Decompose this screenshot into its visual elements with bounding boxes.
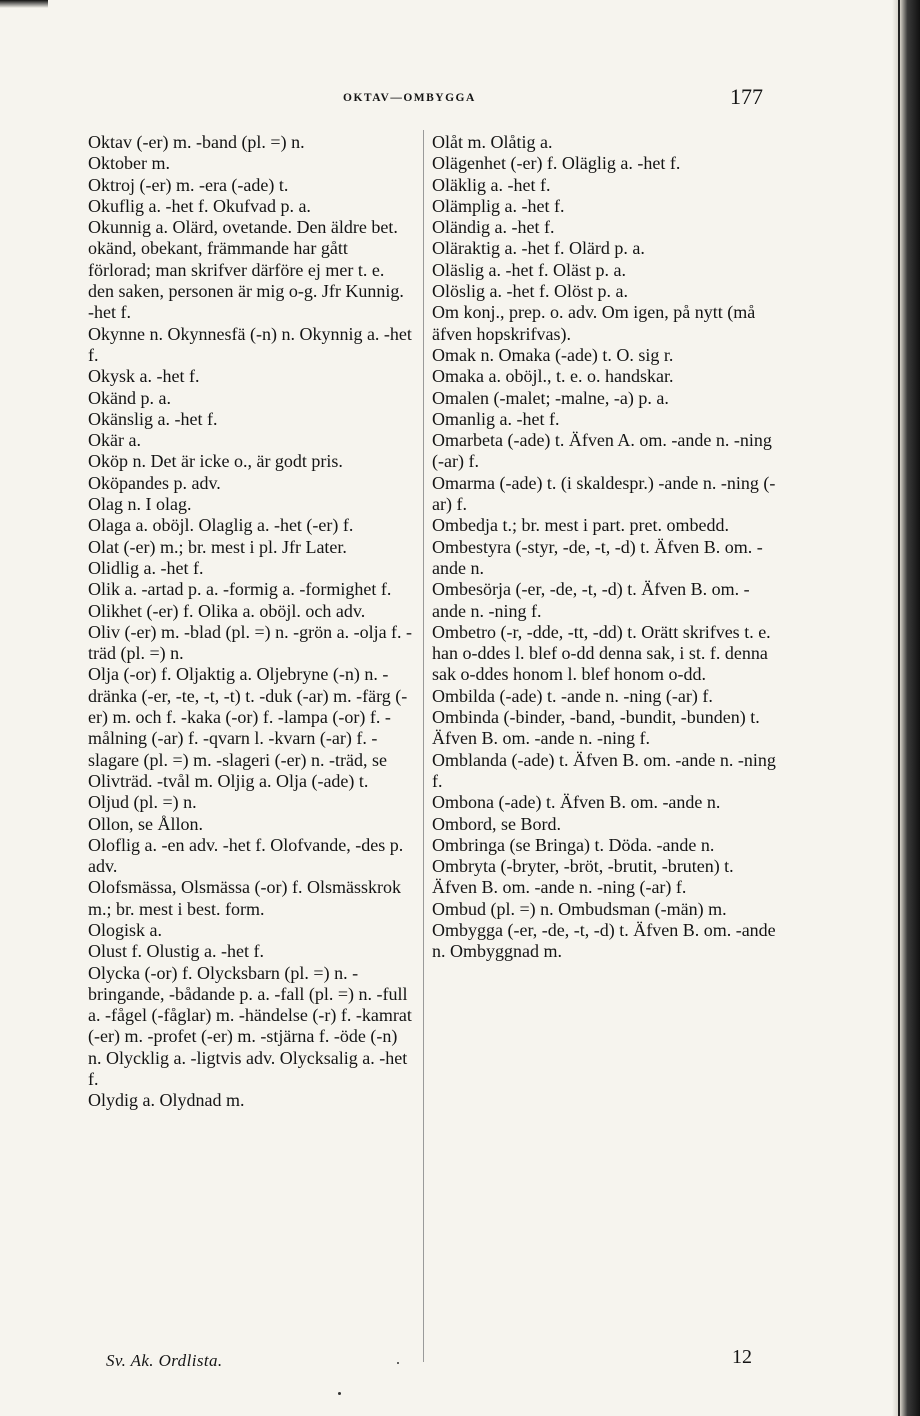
dictionary-entry: Omalen (-malet; -malne, -a) p. a. [432,387,669,408]
dictionary-entry: Oköp n. Det är icke o., är godt pris. [88,451,343,472]
scan-corner-mark [0,0,48,8]
dictionary-entry: Oloflig a. -en adv. -het f. Olofvande, -des p. adv. [88,834,404,877]
dictionary-entry: Oktroj (-er) m. -era (-ade) t. [88,174,289,195]
right-column [432,132,780,963]
dictionary-entry: Okänd p. a. [88,387,171,408]
running-head: OKTAV—OMBYGGA [343,92,476,104]
dictionary-entry: Oländig a. -het f. [432,217,555,238]
dictionary-entry: Ombedja t.; br. mest i part. pret. ombedd. [432,515,729,536]
dictionary-entry: Olåt m. Olåtig a. [432,132,553,152]
dictionary-entry: Oläklig a. -het f. [432,174,551,195]
dictionary-entry: Olydig a. Olydnad m. [88,1090,245,1111]
dictionary-entry: Oktober m. [88,153,170,174]
dictionary-entry: Ombryta (-bryter, -bröt, -brutit, -bruten) t. Äfven B. om. -ande n. -ning (-ar) f. [432,856,734,898]
dictionary-entry: Olaga a. oböjl. Olaglig a. -het (-er) f. [88,515,354,536]
dictionary-entry: Olägenhet (-er) f. Oläglig a. -het f. [432,153,681,174]
printer-signature: Sv. Ak. Ordlista. [106,1351,223,1370]
dictionary-entry: Ombilda (-ade) t. -ande n. -ning (-ar) f. [432,685,713,706]
dictionary-entry: Okysk a. -het f. [88,366,200,387]
dictionary-entry: Olöslig a. -het f. Olöst p. a. [432,281,628,302]
dictionary-entry: Okunnig a. Olärd, ovetande. Den äldre bet. okänd, obekant, främmande har gått förlorad; man skrifver därföre ej mer t. e. den saken, personen är mig o-g. Jfr Kunnig. -het f. [88,217,404,323]
dictionary-entry: Ombesörja (-er, -de, -t, -d) t. Äfven B. om. -ande n. -ning f. [432,579,750,621]
dictionary-entry: Omblanda (-ade) t. Äfven B. om. -ande n. -ning f. [432,749,776,791]
page-number: 177 [730,84,763,109]
dictionary-entry: Omarbeta (-ade) t. Äfven A. om. -ande n. -ning (-ar) f. [432,430,772,472]
dictionary-entry: Omanlig a. -het f. [432,408,560,429]
dictionary-entry: Oläraktig a. -het f. Olärd p. a. [432,238,645,259]
dictionary-entry: Olycka (-or) f. Olycksbarn (pl. =) n. -bringande, -bådande p. a. -fall (pl. =) n. -full a. -fågel (-fåglar) m. -händelse (-r) f. -kamrat (-er) m. -profet (-er) m. -stjärna f. -öde (-n) n. Olycklig a. -ligtvis adv. Olycksalig a. -het f. [88,962,412,1090]
left-column [88,132,413,1112]
dictionary-entry: Om konj., prep. o. adv. Om igen, på nytt (må äfven hopskrifvas). [432,302,756,344]
dictionary-entry: Olag n. I olag. [88,494,192,515]
book-gutter-edge [892,0,920,1416]
dictionary-entry: Olat (-er) m.; br. mest i pl. Jfr Later. [88,536,347,557]
dictionary-entry: Oktav (-er) m. -band (pl. =) n. [88,132,305,152]
dictionary-entry: Ologisk a. [88,919,162,940]
dictionary-entry: Ombetro (-r, -dde, -tt, -dd) t. Orätt skrifves t. e. han o-ddes l. blef o-dd denna sak, i st. f. denna sak o-ddes honom l. blef honom o-dd. [432,621,771,685]
dictionary-entry: Ollon, se Ållon. [88,813,203,834]
sheet-number: 12 [732,1346,752,1368]
ink-speck [338,1392,341,1395]
dictionary-entry: Oläslig a. -het f. Oläst p. a. [432,259,626,280]
dictionary-entry: Ombona (-ade) t. Äfven B. om. -ande n. [432,792,721,813]
dictionary-entry: Ombringa (se Bringa) t. Döda. -ande n. [432,834,715,855]
dictionary-entry: Okänslig a. -het f. [88,408,218,429]
dictionary-entry: Oliv (-er) m. -blad (pl. =) n. -grön a. -olja f. -träd (pl. =) n. [88,621,413,664]
dictionary-entry: Ombud (pl. =) n. Ombudsman (-män) m. [432,898,727,919]
dictionary-entry: Okuflig a. -het f. Okufvad p. a. [88,195,311,216]
dictionary-entry: Ombord, se Bord. [432,813,561,834]
dictionary-entry: Ombestyra (-styr, -de, -t, -d) t. Äfven B. om. -ande n. [432,536,763,578]
dictionary-entry: Olämplig a. -het f. [432,195,565,216]
dictionary-entry: Olidlig a. -het f. [88,557,204,578]
ink-speck [397,1362,399,1364]
dictionary-entry: Omak n. Omaka (-ade) t. O. sig r. [432,344,674,365]
dictionary-entry: Olik a. -artad p. a. -formig a. -formighet f. Olikhet (-er) f. Olika a. oböjl. och adv. [88,579,392,621]
column-divider [423,130,424,1362]
dictionary-entry: Ombinda (-binder, -band, -bundit, -bunden) t. Äfven B. om. -ande n. -ning f. [432,707,760,749]
dictionary-entry: Okär a. [88,430,141,451]
dictionary-entry: Oköpandes p. adv. [88,472,221,493]
dictionary-entry: Ombygga (-er, -de, -t, -d) t. Äfven B. om. -ande n. Ombyggnad m. [432,919,776,962]
dictionary-entry: Olofsmässa, Olsmässa (-or) f. Olsmässkrok m.; br. mest i best. form. [88,877,401,919]
dictionary-entry: Okynne n. Okynnesfä (-n) n. Okynnig a. -het f. [88,323,412,365]
dictionary-entry: Omaka a. oböjl., t. e. o. handskar. [432,366,674,387]
page-header [0,86,880,116]
dictionary-entry: Olja (-or) f. Oljaktig a. Oljebryne (-n) n. -dränka (-er, -te, -t, -t) t. -duk (-ar) m. -färg (-er) m. och f. -kaka (-or) f. -lampa (-or) f. -målning (-ar) f. -qvarn l. -kvarn (-ar) f. -slagare (pl. =) m. -slageri (-er) n. -träd, se Olivträd. -tvål m. Oljig a. Olja (-ade) t. [88,664,408,791]
dictionary-entry: Omarma (-ade) t. (i skaldespr.) -ande n. -ning (-ar) f. [432,472,776,515]
dictionary-entry: Oljud (pl. =) n. [88,792,197,813]
dictionary-entry: Olust f. Olustig a. -het f. [88,941,264,962]
